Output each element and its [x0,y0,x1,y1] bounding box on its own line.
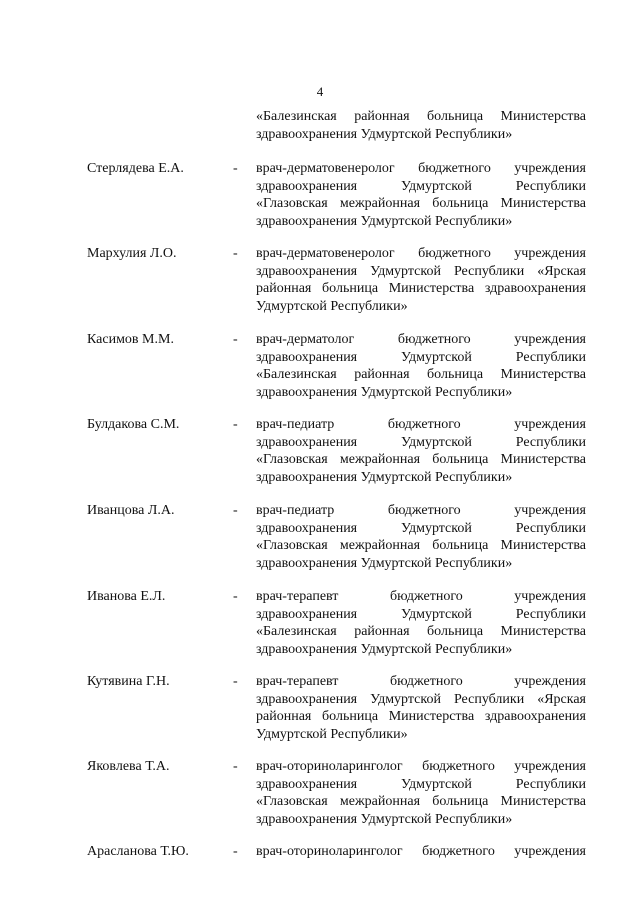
text-line: врач-оториноларинголог бюджетного учреждения [256,844,586,859]
staff-entry [0,416,640,496]
text-line: врач-оториноларинголог бюджетного учреждения [256,759,586,774]
dash-separator: - [233,332,238,347]
text-line: здравоохранения Удмуртской Республики» [256,126,513,142]
staff-entry [0,331,640,411]
text-line: «Балезинская районная больница Министерства [256,109,586,124]
staff-entry [0,843,640,867]
staff-name: Стерлядева Е.А. [87,161,184,176]
text-line: здравоохранения Удмуртской Республики [256,178,586,194]
continued-text [256,108,586,143]
text-line: врач-дерматовенеролог бюджетного учреждения [256,161,586,176]
text-line: здравоохранения Удмуртской Республики» [256,384,513,400]
staff-name: Касимов М.М. [87,332,174,347]
text-line: Удмуртской Республики» [256,726,408,742]
text-line: здравоохранения Удмуртской Республики» [256,641,513,657]
text-line: врач-терапевт бюджетного учреждения [256,674,586,689]
staff-entry [0,588,640,668]
text-line: «Глазовская межрайонная больница Министерства [256,196,586,211]
staff-entry [0,673,640,753]
text-line: здравоохранения Удмуртской Республики [256,349,586,365]
dash-separator: - [233,844,238,859]
text-line: здравоохранения Удмуртской Республики» [256,469,513,485]
staff-entry [0,245,640,325]
dash-separator: - [233,759,238,774]
text-line: Удмуртской Республики» [256,298,408,314]
staff-name: Булдакова С.М. [87,417,180,432]
staff-entry [0,160,640,240]
staff-name: Иванцова Л.А. [87,503,175,518]
staff-entry [0,502,640,582]
text-line: районная больница Министерства здравоохранения [256,281,586,296]
staff-position [256,758,586,828]
staff-name: Яковлева Т.А. [87,759,170,774]
text-line: врач-дерматолог бюджетного учреждения [256,332,586,347]
text-line: врач-дерматовенеролог бюджетного учреждения [256,246,586,261]
staff-name: Арасланова Т.Ю. [87,844,189,859]
text-line: здравоохранения Удмуртской Республики «Ярская [256,691,586,707]
staff-entry [0,758,640,838]
text-line: здравоохранения Удмуртской Республики [256,606,586,622]
text-line: врач-педиатр бюджетного учреждения [256,503,586,518]
staff-name: Кутявина Г.Н. [87,674,170,689]
staff-position [256,160,586,230]
text-line: здравоохранения Удмуртской Республики «Ярская [256,263,586,279]
staff-position [256,588,586,658]
text-line: здравоохранения Удмуртской Республики» [256,213,513,229]
staff-position [256,416,586,486]
text-line: здравоохранения Удмуртской Республики» [256,555,513,571]
text-line: врач-терапевт бюджетного учреждения [256,589,586,604]
staff-position [256,245,586,315]
dash-separator: - [233,161,238,176]
dash-separator: - [233,674,238,689]
staff-name: Мархулия Л.О. [87,246,177,261]
staff-position [256,502,586,572]
text-line: здравоохранения Удмуртской Республики [256,520,586,536]
text-line: «Глазовская межрайонная больница Министерства [256,538,586,553]
staff-position [256,331,586,401]
text-line: здравоохранения Удмуртской Республики» [256,811,513,827]
text-line: здравоохранения Удмуртской Республики [256,776,586,792]
dash-separator: - [233,589,238,604]
staff-name: Иванова Е.Л. [87,589,166,604]
text-line: «Балезинская районная больница Министерства [256,624,586,639]
text-line: здравоохранения Удмуртской Республики [256,434,586,450]
staff-position [256,843,586,861]
dash-separator: - [233,417,238,432]
text-line: врач-педиатр бюджетного учреждения [256,417,586,432]
dash-separator: - [233,503,238,518]
text-line: «Балезинская районная больница Министерства [256,367,586,382]
staff-position [256,673,586,743]
text-line: «Глазовская межрайонная больница Министерства [256,794,586,809]
page-number: 4 [316,84,324,99]
dash-separator: - [233,246,238,261]
text-line: «Глазовская межрайонная больница Министерства [256,452,586,467]
text-line: районная больница Министерства здравоохранения [256,709,586,724]
